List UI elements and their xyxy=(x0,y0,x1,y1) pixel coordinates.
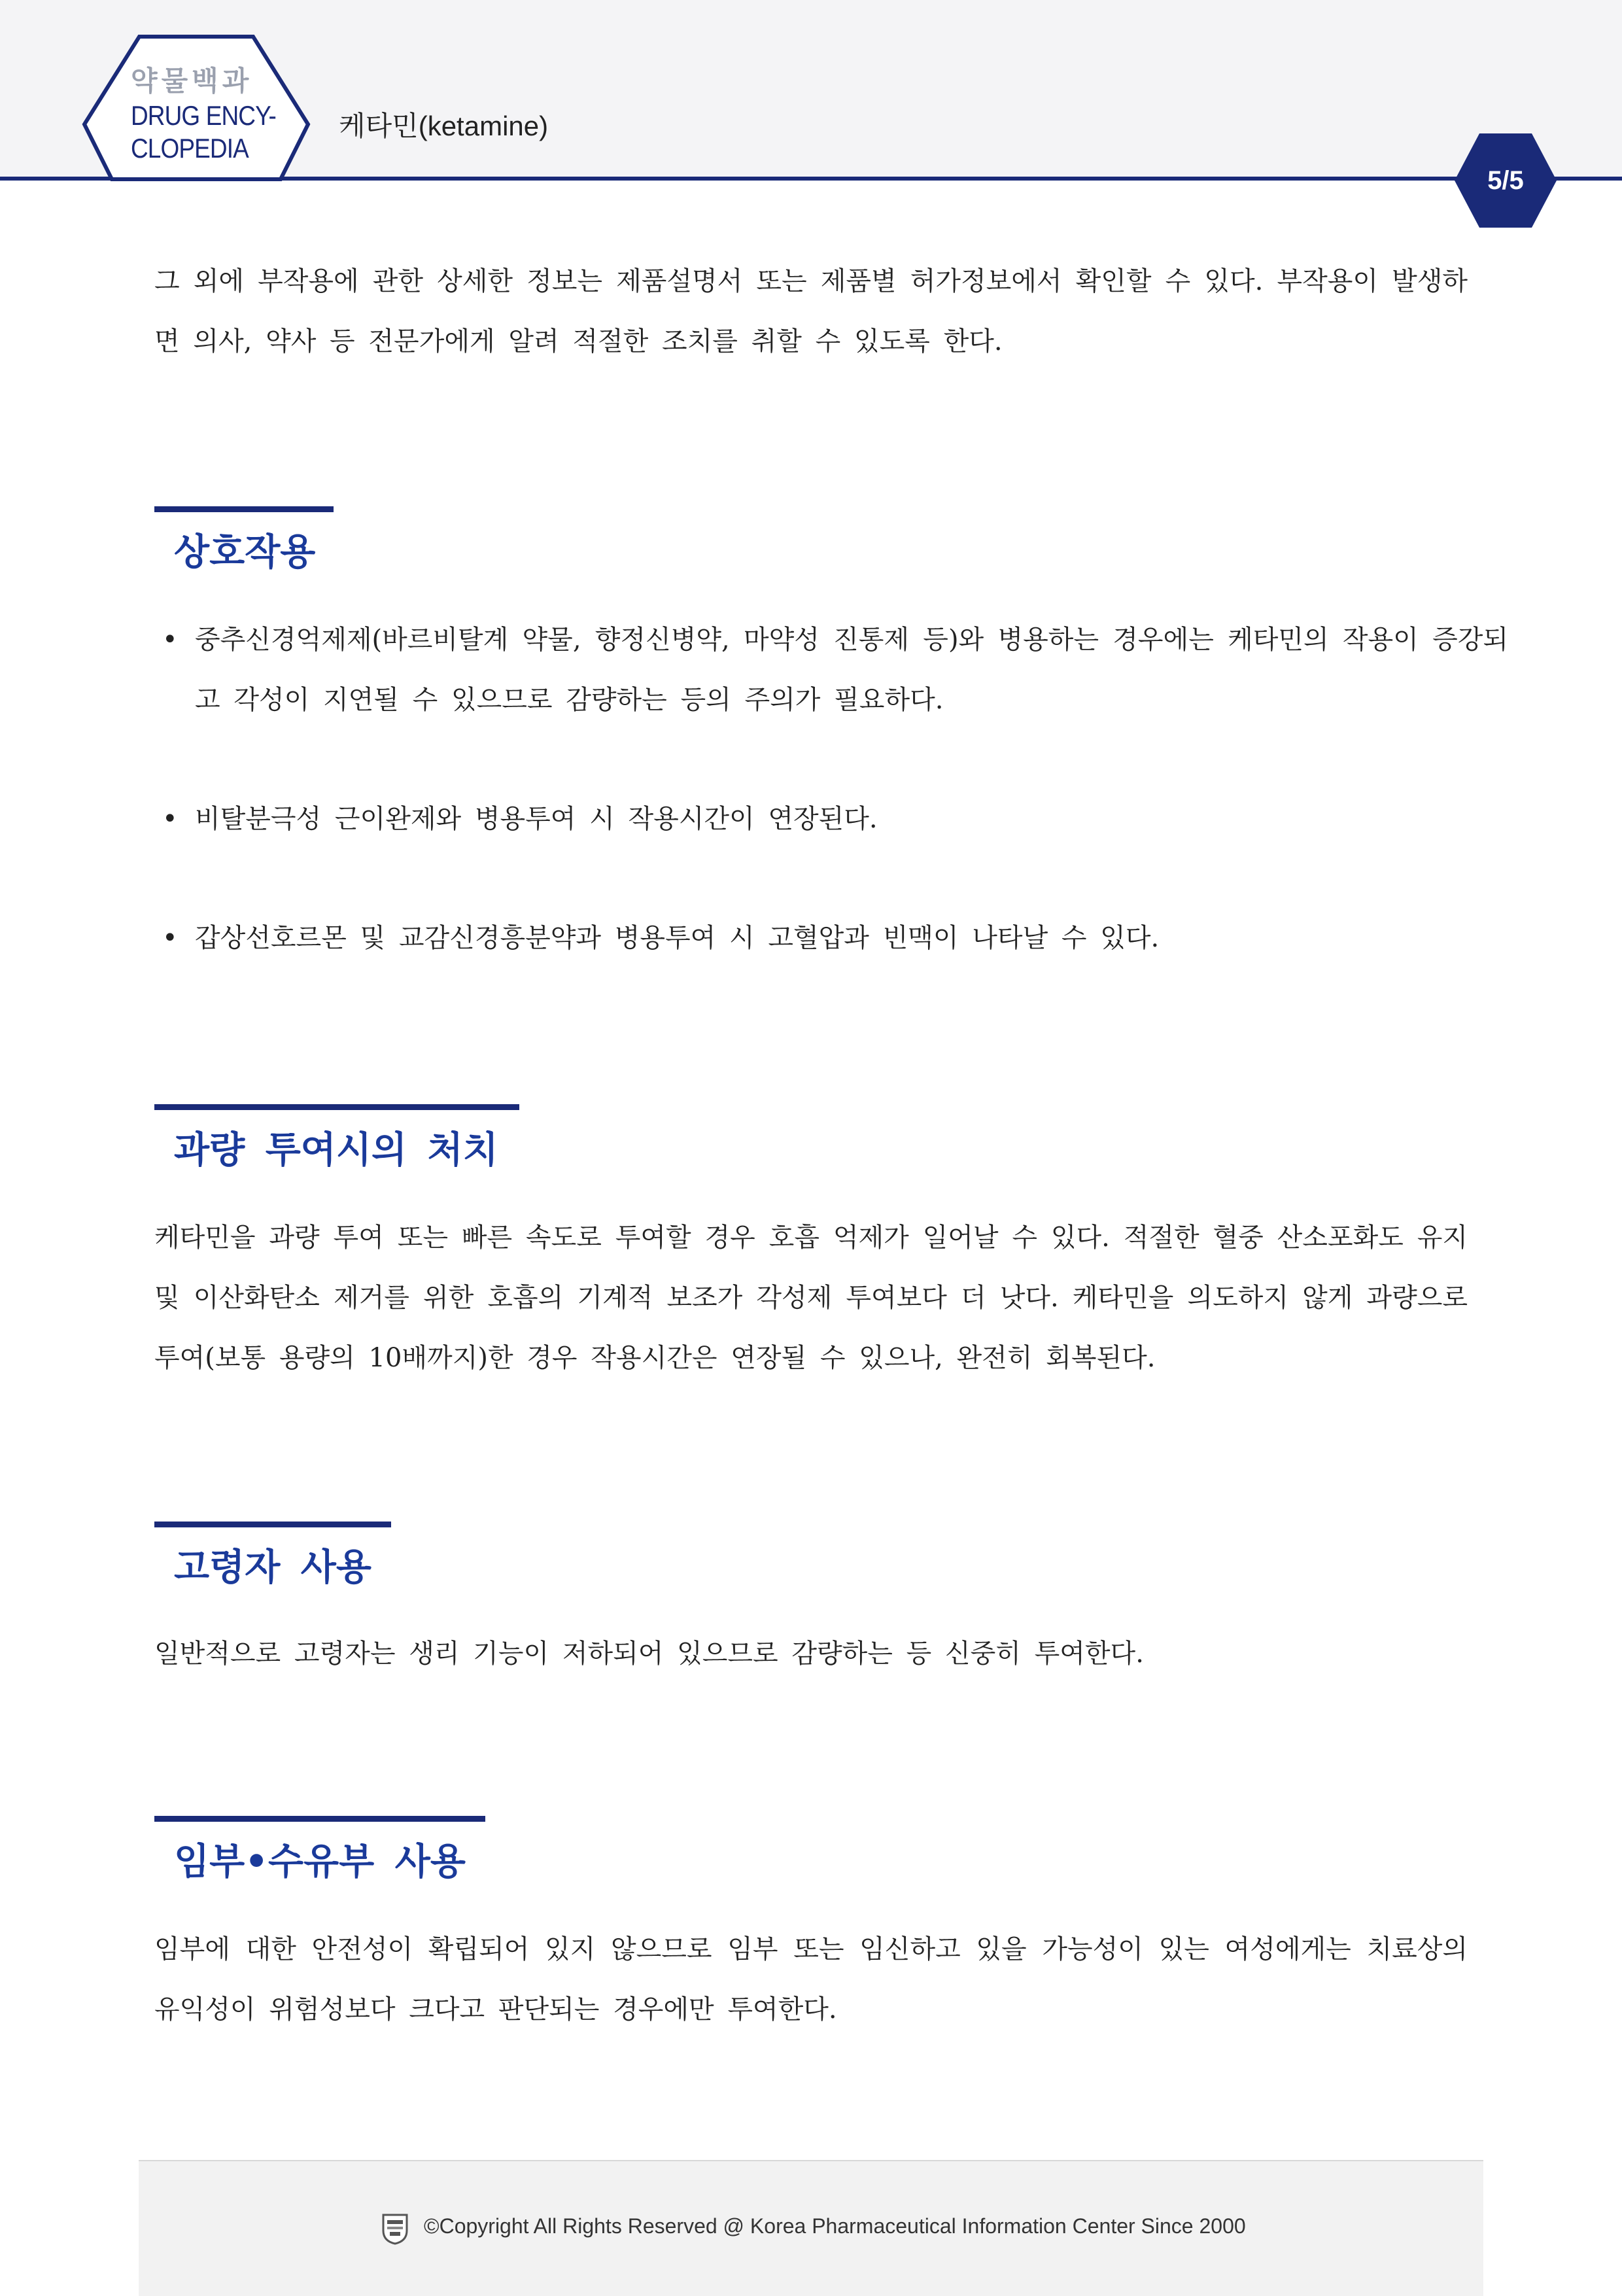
interaction-bullet-1: • 중추신경억제제(바르비탈계 약물, 향정신병약, 마약성 진통제 등)와 병용하는 경우에는 케타민의 작용이 증강되고 각성이 지연될 수 있으므로 감량하는 등의 주의가 필요하다. xyxy=(154,610,1508,730)
section-title-interactions: 상호작용 xyxy=(174,531,316,574)
overdose-paragraph: 케타민을 과량 투여 또는 빠른 속도로 투여할 경우 호흡 억제가 일어날 수 있다. 적절한 혈중 산소포화도 유지 및 이산화탄소 제거를 위한 호흡의 기계적 보조가 각성제 투여보다 더 낫다. 케타민을 의도하지 않게 과량으로 투여(보통 용량의 10배까지)한 경우 작용시간은 연장될 수 있으나, 완전히 회복된다. xyxy=(154,1223,1468,1373)
pregnancy-paragraph: 임부에 대한 안전성이 확립되어 있지 않으므로 임부 또는 임신하고 있을 가능성이 있는 여성에게는 치료상의 유익성이 위험성보다 크다고 판단되는 경우에만 투여한다. xyxy=(154,1934,1468,2025)
logo xyxy=(131,63,288,165)
footer-copyright: ©Copyright All Rights Reserved @ Korea Pharmaceutical Information Center Since 2000 xyxy=(424,2214,1246,2238)
section-title-overdose: 과량 투여시의 처치 xyxy=(174,1129,498,1172)
document-title: 케타민(ketamine) xyxy=(339,111,549,141)
section-bar-overdose xyxy=(154,1104,519,1110)
section-bar-interactions xyxy=(154,506,334,512)
logo-english-line1: DRUG ENCY- xyxy=(131,100,276,131)
logo-korean: 약물백과 xyxy=(131,65,253,96)
section-bar-elderly xyxy=(154,1522,391,1527)
intro-paragraph: 그 외에 부작용에 관한 상세한 정보는 제품설명서 또는 제품별 허가정보에서 확인할 수 있다. 부작용이 발생하면 의사, 약사 등 전문가에게 알려 적절한 조치를 취할 수 있도록 한다. xyxy=(154,266,1468,357)
section-title-elderly: 고령자 사용 xyxy=(174,1546,371,1589)
page-indicator: 5/5 xyxy=(1487,165,1524,195)
section-title-pregnancy: 임부•수유부 사용 xyxy=(174,1841,466,1883)
elderly-paragraph: 일반적으로 고령자는 생리 기능이 저하되어 있으므로 감량하는 등 신중히 투여한다. xyxy=(154,1639,1144,1669)
kpic-emblem-icon xyxy=(381,2212,409,2245)
logo-english-line2: CLOPEDIA xyxy=(131,133,249,164)
interaction-bullet-2: • 비탈분극성 근이완제와 병용투여 시 작용시간이 연장된다. xyxy=(154,789,1508,849)
section-bar-pregnancy xyxy=(154,1816,485,1822)
interaction-bullet-3: • 갑상선호르몬 및 교감신경흥분약과 병용투여 시 고혈압과 빈맥이 나타날 수 있다. xyxy=(154,908,1508,968)
